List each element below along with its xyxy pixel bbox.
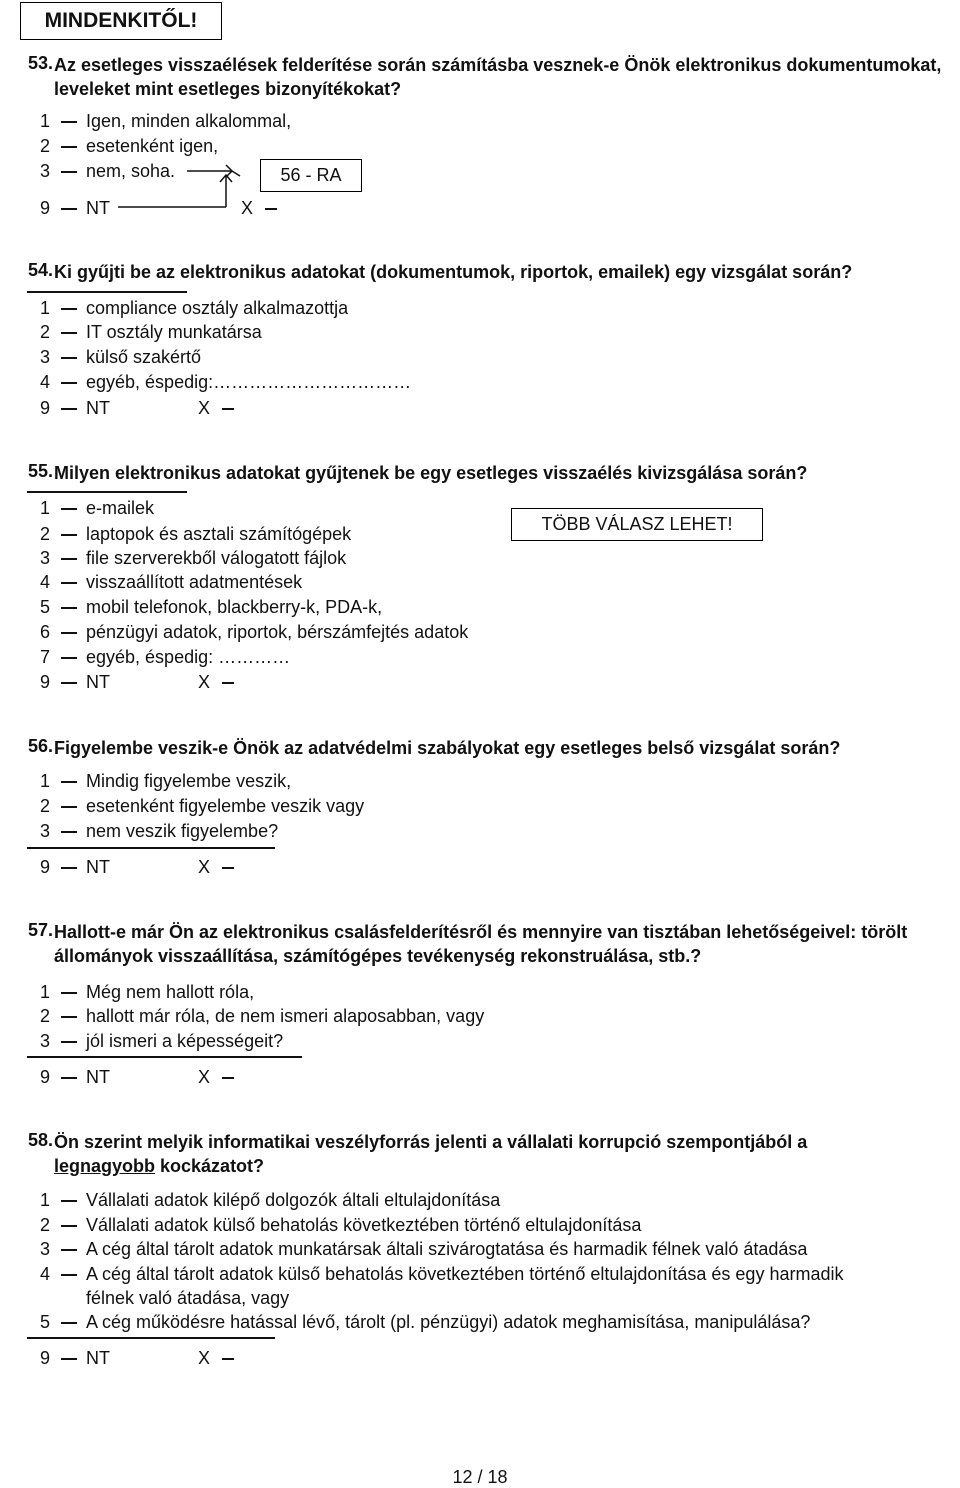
q56-divider xyxy=(27,847,275,849)
q57-dont-know[interactable]: 9 NT X xyxy=(0,1066,500,1088)
multiple-answers-note: TÖBB VÁLASZ LEHET! xyxy=(511,508,763,541)
question-55-text: Milyen elektronikus adatokat gyűjtenek be egy esetleges visszaélés kivizsgálása során? xyxy=(54,463,808,483)
q54-option-4[interactable]: 4 egyéb, éspedig:…………………………… xyxy=(40,372,412,392)
q55-divider xyxy=(27,491,187,493)
q58-option-2[interactable]: 2 Vállalati adatok külső behatolás következtében történő eltulajdonítása xyxy=(40,1215,642,1235)
q58-dont-know[interactable]: 9 NT X xyxy=(0,1347,500,1369)
question-53-text: Az esetleges visszaélések felderítése során számításba vesznek-e Önök elektronikus dokumentumokat, leveleket mint esetleges bizonyítékokat? xyxy=(54,55,942,99)
q54-option-1[interactable]: 1 compliance osztály alkalmazottja xyxy=(40,298,349,318)
question-58-text: Ön szerint melyik informatikai veszélyforrás jelenti a vállalati korrupció szempontjából a legnagyobb kockázatot? xyxy=(54,1132,808,1176)
q55-option-2[interactable]: 2 laptopok és asztali számítógépek xyxy=(40,524,352,544)
q54-dont-know[interactable]: 9 NT X xyxy=(0,397,600,419)
q56-option-1[interactable]: 1 Mindig figyelembe veszik, xyxy=(40,771,292,791)
q54-option-3[interactable]: 3 külső szakértő xyxy=(40,347,202,367)
q53-option-3[interactable]: 3 nem, soha. xyxy=(40,161,176,181)
q56-option-2[interactable]: 2 esetenként figyelembe veszik vagy xyxy=(40,796,365,816)
question-58-number: 58. xyxy=(28,1130,54,1150)
skip-to-56-box: 56 - RA xyxy=(260,159,362,192)
question-57-text: Hallott-e már Ön az elektronikus csalásfelderítésről és mennyire van tisztában lehetőségeivel: törölt állományok visszaállítása, számítógépes tevékenység rekonstruálása, stb.? xyxy=(54,922,908,966)
q57-option-2[interactable]: 2 hallott már róla, de nem ismeri alaposabban, vagy xyxy=(40,1006,485,1026)
q55-option-1[interactable]: 1 e-mailek xyxy=(40,498,155,518)
q57-divider xyxy=(27,1056,302,1058)
q58-option-5[interactable]: 5 A cég működésre hatással lévő, tárolt (pl. pénzügyi) adatok meghamisítása, manipulálása? xyxy=(40,1312,811,1332)
q55-option-6[interactable]: 6 pénzügyi adatok, riportok, bérszámfejtés adatok xyxy=(40,622,469,642)
q55-dont-know[interactable]: 9 NT X xyxy=(0,671,500,693)
emphasis-largest: legnagyobb xyxy=(54,1156,156,1176)
q58-option-4[interactable]: 4 A cég által tárolt adatok külső behatolás következtében történő eltulajdonítása és egy harmadik félnek való átadása, vagy xyxy=(40,1264,844,1308)
question-54-text: Ki gyűjti be az elektronikus adatokat (dokumentumok, riportok, emailek) egy vizsgálat során? xyxy=(54,262,853,282)
q55-option-3[interactable]: 3 file szerverekből válogatott fájlok xyxy=(40,548,347,568)
skip-arrows xyxy=(0,0,960,240)
q57-option-3[interactable]: 3 jól ismeri a képességeit? xyxy=(40,1031,284,1051)
question-53-number: 53. xyxy=(28,53,54,73)
q58-divider xyxy=(27,1337,275,1339)
q55-option-5[interactable]: 5 mobil telefonok, blackberry-k, PDA-k, xyxy=(40,597,383,617)
q55-option-7[interactable]: 7 egyéb, éspedig: ………… xyxy=(40,647,291,667)
audience-badge: MINDENKITŐL! xyxy=(20,2,222,40)
q55-option-4[interactable]: 4 visszaállított adatmentések xyxy=(40,572,303,592)
question-54-number: 54. xyxy=(28,260,54,280)
question-56-text: Figyelembe veszik-e Önök az adatvédelmi szabályokat egy esetleges belső vizsgálat során? xyxy=(54,738,841,758)
q53-option-1[interactable]: 1 Igen, minden alkalommal, xyxy=(40,111,292,131)
q54-divider xyxy=(27,291,187,293)
q58-option-1[interactable]: 1 Vállalati adatok kilépő dolgozók általi eltulajdonítása xyxy=(40,1190,501,1210)
q56-option-3[interactable]: 3 nem veszik figyelembe? xyxy=(40,821,279,841)
q53-dont-know[interactable]: 9 NT X xyxy=(0,197,500,219)
q53-option-2[interactable]: 2 esetenként igen, xyxy=(40,136,219,156)
q58-option-3[interactable]: 3 A cég által tárolt adatok munkatársak általi szivárogtatása és harmadik félnek való átadása xyxy=(40,1239,808,1259)
q57-option-1[interactable]: 1 Még nem hallott róla, xyxy=(40,982,255,1002)
question-56-number: 56. xyxy=(28,736,54,756)
question-55-number: 55. xyxy=(28,461,54,481)
q56-dont-know[interactable]: 9 NT X xyxy=(0,856,500,878)
page-number: 12 / 18 xyxy=(452,1467,508,1487)
q54-option-2[interactable]: 2 IT osztály munkatársa xyxy=(40,322,262,342)
question-57-number: 57. xyxy=(28,920,54,940)
